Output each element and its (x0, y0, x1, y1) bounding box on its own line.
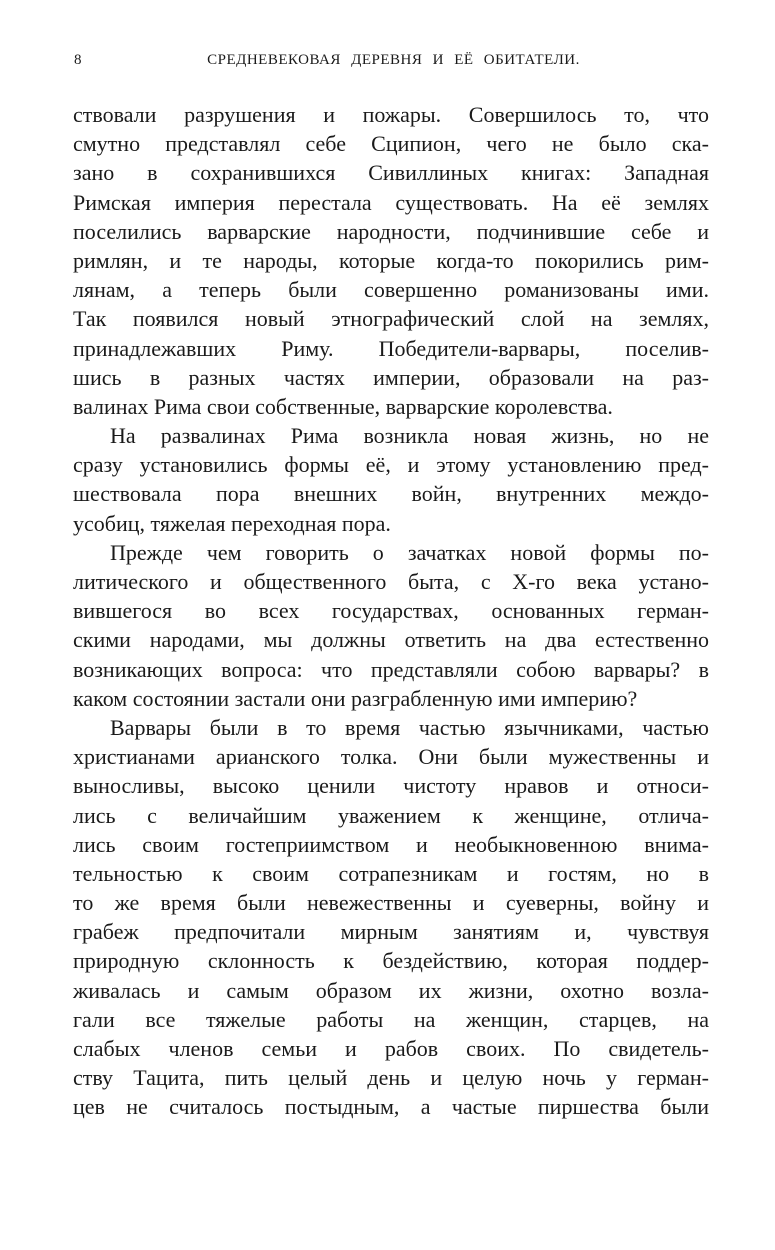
text-line: грабеж предпочитали мирным занятиям и, чувствуя (73, 919, 709, 945)
paragraph (73, 421, 709, 538)
text-line: Римская империя перестала существовать. На её землях (73, 189, 709, 215)
paragraph (73, 538, 709, 713)
text-line: лись с величайшим уважением к женщине, отлича- (73, 802, 709, 828)
text-line: цев не считалось постыдным, а частые пиршества были (73, 1094, 709, 1120)
text-line: лянам, а теперь были совершенно романизованы ими. (73, 277, 709, 303)
text-line: природную склонность к бездействию, которая поддер- (73, 948, 709, 974)
text-line: валинах Рима свои собственные, варварские королевства. (73, 393, 613, 419)
text-line: На развалинах Рима возникла новая жизнь, но не (110, 423, 709, 449)
text-line: то же время были невежественны и суеверны, войну и (73, 890, 709, 916)
text-line: лись своим гостеприимством и необыкновенною внима- (73, 831, 709, 857)
text-line: слабых членов семьи и рабов своих. По свидетель- (73, 1036, 709, 1061)
text-line: христианами арианского толка. Они были мужественны и (73, 744, 709, 770)
text-line: поселились варварские народности, подчинившие себе и (73, 218, 709, 244)
page-number: 8 (74, 52, 82, 68)
text-line: Варвары были в то время частью язычниками, частью (110, 714, 709, 740)
text-line: усобиц, тяжелая переходная пора. (73, 510, 391, 536)
paragraph (73, 100, 709, 421)
text-line: вившегося во всех государствах, основанных герман- (73, 598, 709, 624)
text-line: выносливы, высоко ценили чистоту нравов и относи- (73, 773, 709, 799)
text-line: каком состоянии застали они разграбленную ими империю? (73, 685, 638, 711)
text-line: римлян, и те народы, которые когда-то покорились рим- (73, 247, 709, 273)
text-line: живалась и самым образом их жизни, охотно возла- (73, 977, 709, 1003)
text-line: шись в разных частях империи, образовали на раз- (73, 364, 709, 390)
text-line: Так появился новый этнографический слой на землях, (73, 306, 709, 332)
text-line: Прежде чем говорить о зачатках новой формы по- (110, 539, 709, 565)
text-line: возникающих вопроса: что представляли собою варвары? в (73, 656, 709, 682)
text-line: гали все тяжелые работы на женщин, старцев, на (73, 1006, 709, 1032)
paragraph (73, 713, 709, 1122)
text-line: литического и общественного быта, с X-го века устано- (73, 569, 709, 594)
text-line: тельностью к своим сотрапезникам и гостям, но в (73, 860, 709, 886)
text-line: сразу установились формы её, и этому установлению пред- (73, 452, 709, 478)
body-text (73, 100, 709, 1122)
text-line: ствовали разрушения и пожары. Совершилось то, что (73, 102, 709, 127)
running-title: СРЕДНЕВЕКОВАЯ ДЕРЕВНЯ И ЕЁ ОБИТАТЕЛИ. (207, 52, 580, 68)
text-line: ству Тацита, пить целый день и целую ночь у герман- (73, 1065, 709, 1091)
text-line: принадлежавших Риму. Победители-варвары, поселив- (73, 335, 709, 361)
text-line: скими народами, мы должны ответить на два естественно (73, 627, 709, 653)
text-line: смутно представлял себе Сципион, чего не было ска- (73, 131, 709, 157)
text-line: шествовала пора внешних войн, внутренних междо- (73, 481, 709, 507)
text-line: зано в сохранившихся Сивиллиных книгах: Западная (73, 160, 709, 186)
